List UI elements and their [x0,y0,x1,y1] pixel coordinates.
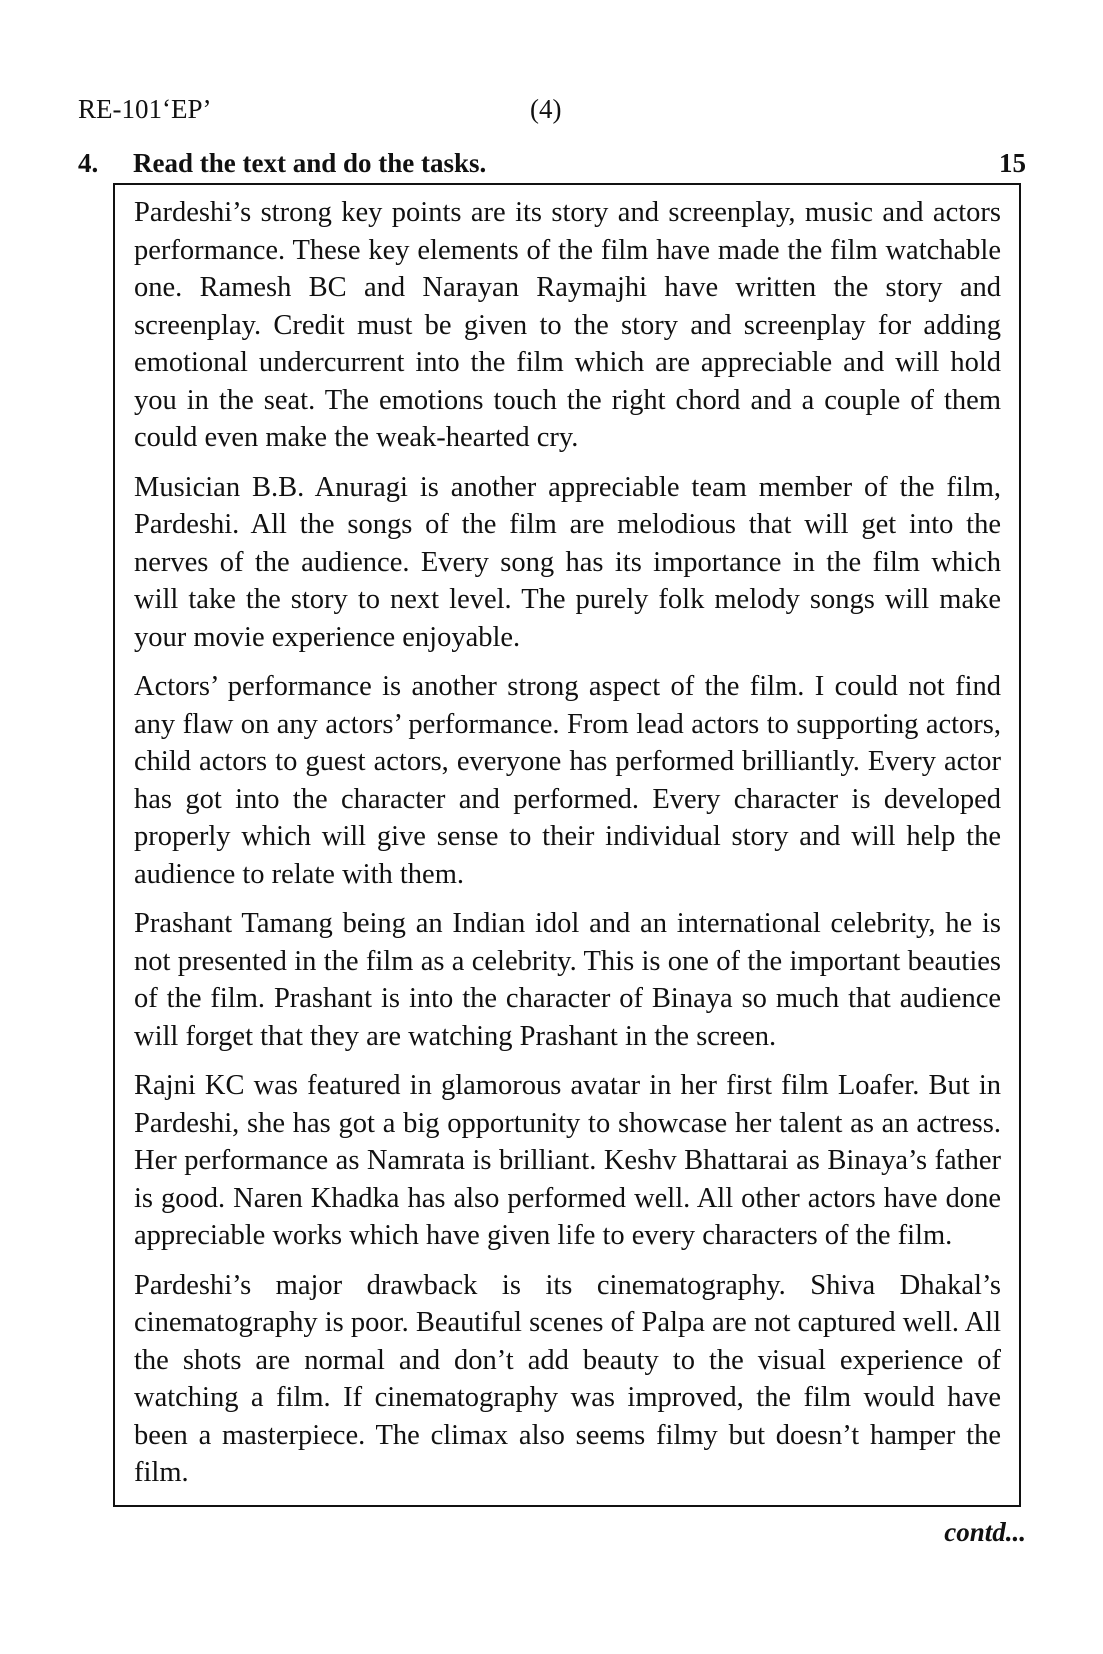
passage-paragraph: Musician B.B. Anuragi is another appreciable team member of the film, Pardeshi. All the songs of the film are melodious that will get into the nerves of the audience. Every song has its importance in the film which will take the story to next level. The purely folk melody songs will make your movie experience enjoyable. [134,471,1001,653]
passage-box [113,183,1021,1507]
continued-note: contd... [944,1517,1026,1547]
passage-paragraph: Pardeshi’s strong key points are its story and screenplay, music and actors performance. These key elements of the film have made the film watchable one. Ramesh BC and Narayan Raymajhi have written the story and screenplay. Credit must be given to the story and screenplay for adding emotional undercurrent into the film which are appreciable and will hold you in the seat. The emotions touch the right chord and a couple of them could even make the weak-hearted cry. [134,197,1001,453]
question-instruction: Read the text and do the tasks. [133,148,487,178]
page-number: (4) [530,94,562,124]
passage-paragraph: Prashant Tamang being an Indian idol and an international celebrity, he is not presented in the film as a celebrity. This is one of the important beauties of the film. Prashant is into the character of Binaya so much that audience will forget that they are watching Prashant in the screen. [134,908,1001,1052]
paper-code: RE-101‘EP’ [78,94,212,124]
passage-paragraph: Rajni KC was featured in glamorous avatar in her first film Loafer. But in Pardeshi, she has got a big opportunity to showcase her talent as an actress. Her performance as Namrata is brilliant. Keshv Bhattarai as Binaya’s father is good. Naren Khadka has also performed well. All other actors have done appreciable works which have given life to every characters of the film. [134,1070,1001,1251]
passage-paragraph: Pardeshi’s major drawback is its cinematography. Shiva Dhakal’s cinematography is poor. Beautiful scenes of Palpa are not captured well. All the shots are normal and don’t add beauty to the visual experience of watching a film. If cinematography was improved, the film would have been a masterpiece. The climax also seems filmy but doesn’t hamper the film. [134,1269,1001,1488]
question-number: 4. [78,148,99,178]
question-marks: 15 [999,148,1026,178]
passage-paragraph: Actors’ performance is another strong aspect of the film. I could not find any flaw on any actors’ performance. From lead actors to supporting actors, child actors to guest actors, everyone has performed brilliantly. Every actor has got into the character and performed. Every character is developed properly which will give sense to their individual story and will help the audience to relate with them. [134,671,1001,890]
